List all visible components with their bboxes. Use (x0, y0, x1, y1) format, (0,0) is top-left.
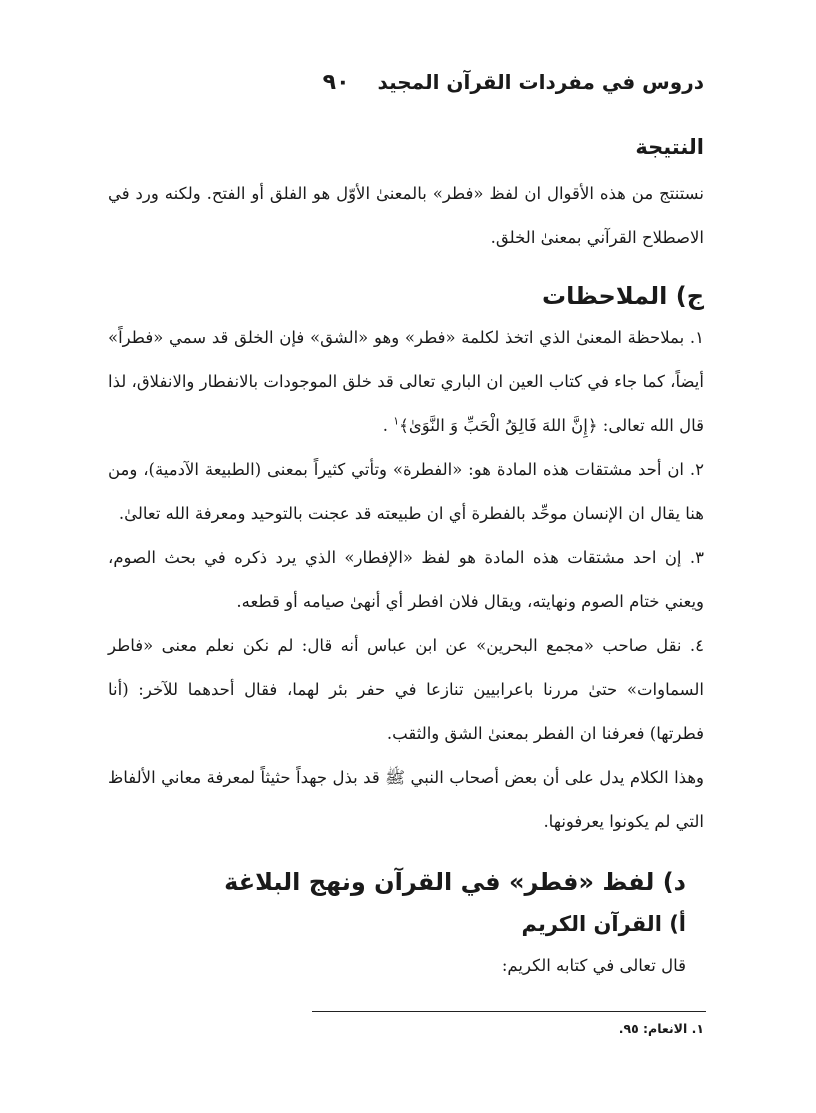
note-item-1-text: ١. بملاحظة المعنیٰ الذي اتخذ لكلمة «فطر» وهو «الشق» فإن الخلق قد سمي «فطراً» أيضاً، كما جاء في كتاب العين ان الباري تعالى قد خلق الموجودات بالانفطار والانفلاق، لذا قال الله تعالى: ﴿إِنَّ اللهَ فَالِقُ الْحَبِّ وَ النَّوَىٰ﴾ (108, 328, 704, 435)
page-number: ٩٠ (322, 70, 350, 95)
section-d (108, 860, 686, 988)
footnote: ١. الانعام: ٩٥. (618, 1021, 704, 1036)
book-title: دروس في مفردات القرآن المجيد (377, 70, 704, 94)
section-d-heading: د) لفظ «فطر» في القرآن ونهج البلاغة (224, 868, 686, 896)
note-item-1: ١. بملاحظة المعنیٰ الذي اتخذ لكلمة «فطر» وهو «الشق» فإن الخلق قد سمي «فطراً» أيضاً، كما جاء في كتاب العين ان الباري تعالى قد خلق الموجودات بالانفطار والانفلاق، لذا قال الله تعالى: ﴿إِنَّ اللهَ فَالِقُ الْحَبِّ وَ النَّوَىٰ﴾$^١$ . (108, 328, 704, 435)
quran-subheading: أ) القرآن الكريم (521, 912, 686, 936)
result-paragraph: نستنتج من هذه الأقوال ان لفظ «فطر» بالمعنیٰ الأوّل هو الفلق أو الفتح. ولكنه ورد في الاصطلاح القرآني بمعنیٰ الخلق. (108, 184, 704, 247)
page-body (108, 128, 704, 988)
quran-intro: قال تعالى في كتابه الكريم: (501, 956, 686, 975)
notes-closing-paragraph: وهذا الكلام يدل على أن بعض أصحاب النبي ﷺ قد بذل جهداً حثيثاً لمعرفة معاني الألفاظ التي لم يكونوا يعرفونها. (108, 768, 704, 831)
note-item-3: ٣. إن احد مشتقات هذه المادة هو لفظ «الإفطار» الذي يرد ذكره في بحث الصوم، ويعني ختام الصوم ونهايته، ويقال فلان افطر أي أنهیٰ صيامه أو قطعه. (108, 548, 704, 611)
result-heading: النتيجة (635, 135, 704, 159)
footnote-divider (312, 1011, 706, 1012)
footnote-marker: ١ (393, 414, 400, 428)
notes-heading: ج) الملاحظات (542, 282, 704, 310)
note-item-2: ٢. ان أحد مشتقات هذه المادة هو: «الفطرة» وتأتي كثيراً بمعنى (الطبيعة الآدمية)، ومن هنا يقال ان الإنسان موحِّد بالفطرة أي ان طبيعته قد عجنت بالتوحيد ومعرفة الله تعالىٰ. (108, 460, 704, 523)
running-header (323, 70, 704, 95)
note-item-4: ٤. نقل صاحب «مجمع البحرين» عن ابن عباس أنه قال: لم نكن نعلم معنى «فاطر السماوات» حتیٰ مررنا باعرابيين تنازعا في حفر بئر لهما، فقال أحدهما للآخر: (أنا فطرتها) فعرفنا ان الفطر بمعنیٰ الشق والثقب. (108, 636, 704, 743)
